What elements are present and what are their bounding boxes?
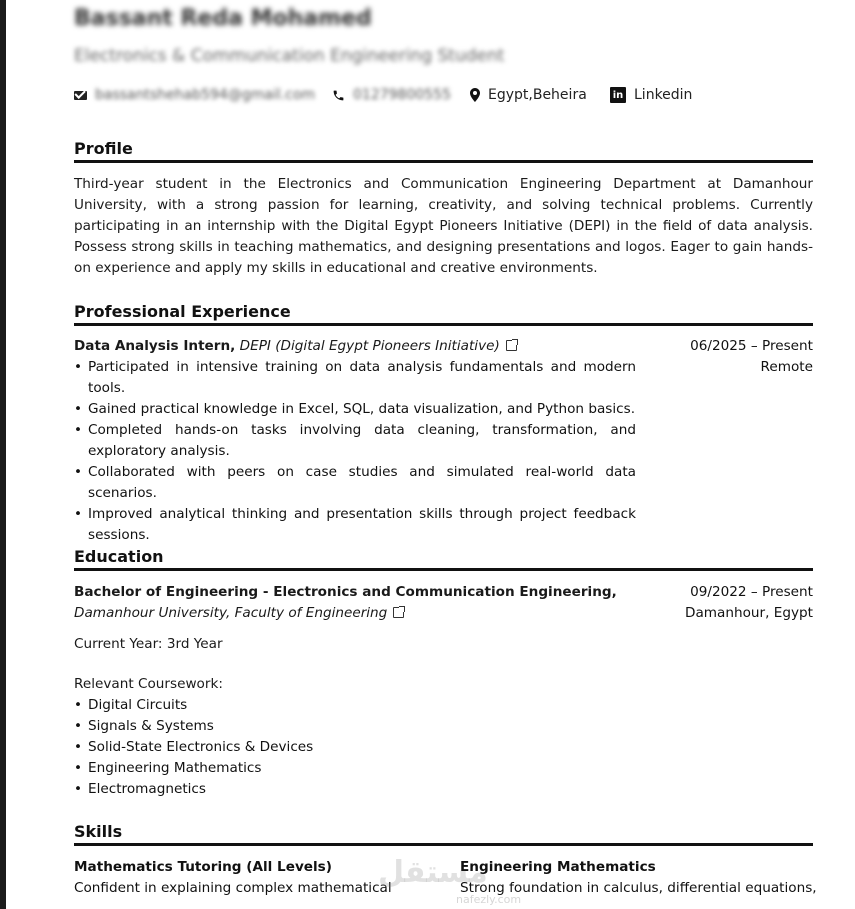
contact-location [470, 87, 587, 103]
contact-phone[interactable] [332, 87, 451, 103]
education-location: Damanhour, Egypt [685, 605, 813, 621]
experience-entry [74, 336, 813, 546]
section-title-experience: Professional Experience [74, 302, 813, 326]
skill-heading-tutoring: Mathematics Tutoring (All Levels) [74, 859, 332, 875]
section-title-profile: Profile [74, 139, 813, 163]
experience-org[interactable]: DEPI (Digital Egypt Pioneers Initiative) [239, 338, 500, 354]
skill-text-tutoring: Confident in explaining complex mathematical [74, 880, 392, 896]
list-item: • Completed hands-on tasks involving data cleaning, transformation, and exploratory analysis. [74, 420, 636, 462]
list-item: • Digital Circuits [74, 695, 813, 716]
list-item: • Collaborated with peers on case studies and simulated real-world data scenarios. [74, 462, 636, 504]
external-link-icon[interactable] [393, 607, 404, 618]
phone-text: 01279800555 [353, 87, 451, 103]
education-date: 09/2022 – Present [690, 584, 813, 600]
contact-bar [74, 87, 813, 109]
skill-text-engineering-math: Strong foundation in calculus, differential equations, [460, 880, 817, 896]
location-text: Egypt,Beheira [488, 87, 587, 103]
education-entry [74, 582, 813, 800]
list-item: • Participated in intensive training on data analysis fundamentals and modern tools. [74, 357, 636, 399]
candidate-name: Bassant Reda Mohamed [74, 6, 372, 31]
experience-date: 06/2025 – Present [690, 338, 813, 354]
coursework-label: Relevant Coursework: [74, 676, 223, 692]
location-pin-icon [470, 88, 480, 102]
education-current-year: Current Year: 3rd Year [74, 636, 223, 652]
linkedin-link[interactable]: Linkedin [634, 87, 693, 103]
list-item: • Improved analytical thinking and presentation skills through project feedback sessions. [74, 504, 636, 546]
list-item: • Engineering Mathematics [74, 758, 813, 779]
section-title-education: Education [74, 547, 813, 571]
experience-bullets [74, 357, 636, 546]
phone-icon [332, 89, 345, 102]
education-degree: Bachelor of Engineering - Electronics and Communication Engineering, [74, 584, 617, 600]
education-school[interactable]: Damanhour University, Faculty of Engineering [74, 605, 388, 621]
coursework-list [74, 695, 813, 800]
section-title-skills: Skills [74, 822, 813, 846]
experience-location: Remote [760, 359, 813, 375]
skill-heading-engineering-math: Engineering Mathematics [460, 859, 656, 875]
watermark-logo: مستقل [378, 855, 488, 890]
external-link-icon[interactable] [506, 340, 517, 351]
list-item: • Electromagnetics [74, 779, 813, 800]
watermark-url: nafezly.com [456, 893, 522, 906]
profile-text: Third-year student in the Electronics and Communication Engineering Department at Damanhour University, with a strong passion for learning, creativity, and solving technical problems. Currently participating in an internship with the Digital Egypt Pioneers Initiative (DEPI) in the field of data analysis. Possess strong skills in teaching mathematics, and designing presentations and logos. Eager to gain hands-on experience and apply my skills in educational and creative environments. [74, 176, 813, 276]
candidate-subtitle: Electronics & Communication Engineering Student [74, 46, 505, 66]
list-item: • Solid-State Electronics & Devices [74, 737, 813, 758]
list-item: • Signals & Systems [74, 716, 813, 737]
mail-icon [74, 91, 87, 100]
email-text: bassantshehab594@gmail.com [95, 87, 316, 103]
experience-dates-block [690, 336, 813, 378]
linkedin-icon: in [610, 87, 626, 103]
list-item: • Gained practical knowledge in Excel, SQL, data visualization, and Python basics. [74, 399, 636, 420]
education-dates-block [685, 582, 813, 624]
left-border [0, 0, 6, 909]
contact-email[interactable] [74, 87, 315, 103]
contact-linkedin[interactable] [610, 87, 692, 103]
experience-role: Data Analysis Intern, [74, 338, 236, 354]
